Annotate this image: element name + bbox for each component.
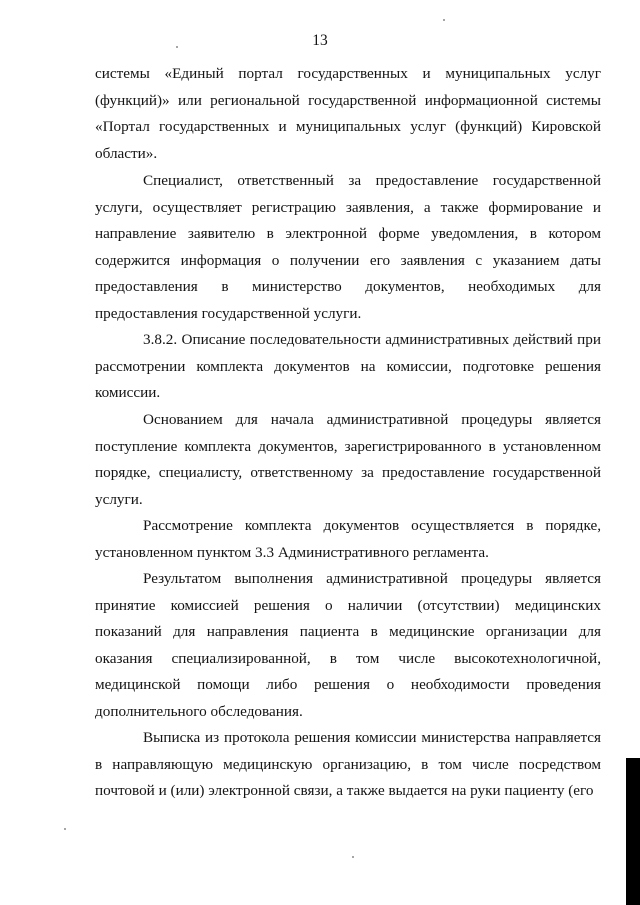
scan-edge-mark [626,758,640,905]
page-number: 13 [312,32,328,49]
paragraph-portal-systems: системы «Единый портал государственных и муниципальных услуг (функций)» или региональной государственной информационной системы «Портал государственных и муниципальных услуг (функций) Кировской области». [95,65,601,162]
scan-speck [64,828,66,830]
paragraph-specialist-registration: Специалист, ответственный за предоставление государственной услуги, осуществляет регистрацию заявления, а также формирование и направление заявителю в электронной форме уведомления, в котором содержится информация о получении его заявления с указанием даты предоставления в министерство документов, необходимых для предоставления государственной услуги. [95,172,601,322]
paragraph-procedure-result: Результатом выполнения административной процедуры является принятие комиссией решения о наличии (отсутствии) медицинских показаний для направления пациента в медицинские организации для оказания специализированной, в том числе высокотехнологичной, медицинской помощи либо решения о необходимости проведения дополнительного обследования. [95,570,601,720]
scan-speck [443,19,445,21]
paragraph-protocol-extract: Выписка из протокола решения комиссии министерства направляется в направляющую медицинскую организацию, в том числе посредством почтовой и (или) электронной связи, а также выдается на руки пациенту (его [95,729,601,800]
scan-speck [176,46,178,48]
scan-speck [352,856,354,858]
paragraph-section-3-8-2: 3.8.2. Описание последовательности административных действий при рассмотрении комплекта документов на комиссии, подготовке решения комиссии. [95,331,601,402]
paragraph-procedure-basis: Основанием для начала административной процедуры является поступление комплекта документов, зарегистрированного в установленном порядке, специалисту, ответственному за предоставление государственной услуги. [95,411,601,508]
paragraph-review-order: Рассмотрение комплекта документов осуществляется в порядке, установленном пунктом 3.3 Административного регламента. [95,517,601,561]
